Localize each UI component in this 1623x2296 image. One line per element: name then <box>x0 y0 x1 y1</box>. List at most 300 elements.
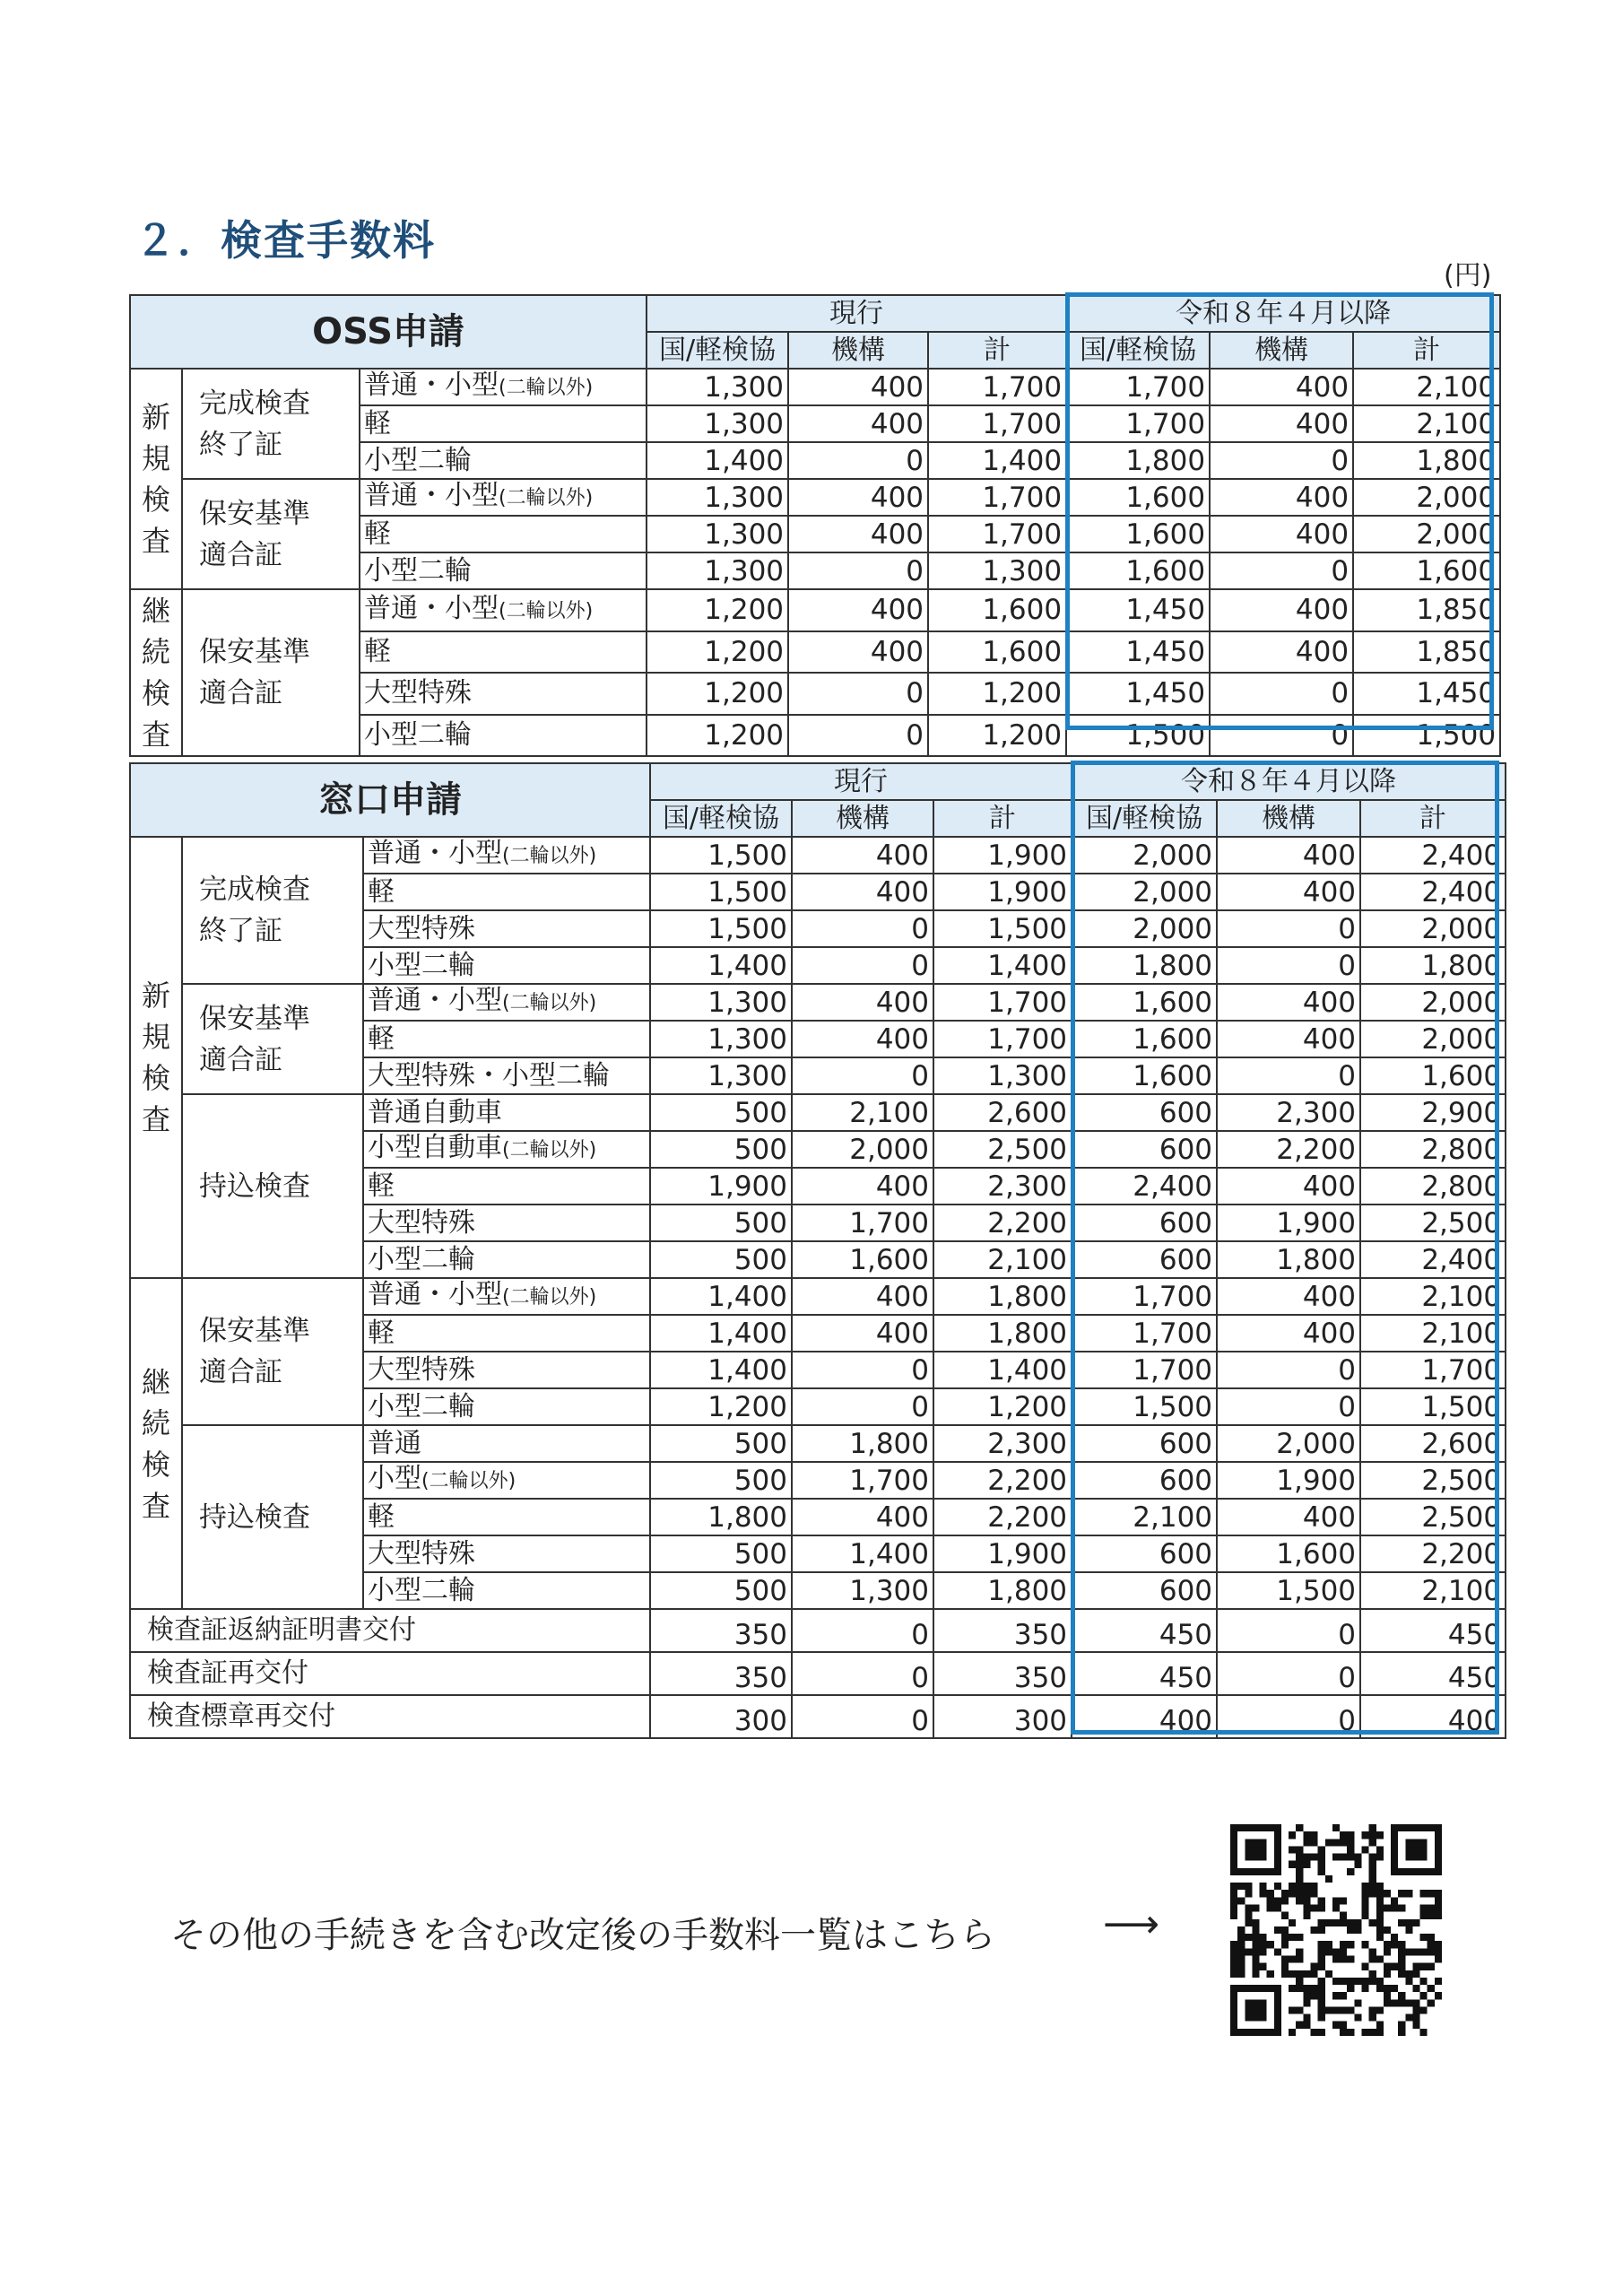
col-kei: 計 <box>928 332 1066 369</box>
item-name: 小型 <box>368 1463 421 1494</box>
fee-value: 1,900 <box>933 837 1072 874</box>
item-label <box>363 1388 650 1425</box>
item-label <box>363 874 650 910</box>
fee-value: 1,300 <box>650 984 792 1021</box>
fee-value: 600 <box>1072 1425 1217 1462</box>
fee-value: 0 <box>792 1652 933 1695</box>
item-note: (二輪以外) <box>502 1139 597 1161</box>
fee-value: 2,100 <box>1360 1278 1506 1315</box>
item-label <box>360 369 647 405</box>
group-label <box>182 984 363 1094</box>
fee-value: 1,700 <box>933 1021 1072 1057</box>
item-name: 普通・小型 <box>364 480 499 511</box>
item-label <box>363 1462 650 1499</box>
item-label <box>360 479 647 516</box>
fee-value: 400 <box>1217 1278 1360 1315</box>
fee-value: 2,400 <box>1360 874 1506 910</box>
fee-value: 2,100 <box>1353 369 1500 405</box>
fee-value: 1,600 <box>1066 516 1210 552</box>
fee-value: 1,700 <box>928 516 1066 552</box>
fee-value: 350 <box>933 1609 1072 1652</box>
fee-value: 400 <box>1217 1168 1360 1205</box>
fee-value: 1,500 <box>650 837 792 874</box>
fee-value: 1,800 <box>1353 442 1500 479</box>
table-row <box>130 837 1506 874</box>
fee-value: 0 <box>1217 1695 1360 1738</box>
item-name: 普通・小型 <box>368 985 502 1016</box>
item-name: 大型特殊 <box>368 912 475 944</box>
fee-value: 600 <box>1072 1131 1217 1168</box>
fee-value: 450 <box>1072 1652 1217 1695</box>
fee-value: 2,100 <box>1360 1572 1506 1609</box>
oss-current-header: 現行 <box>647 295 1066 332</box>
fee-value: 2,000 <box>1072 874 1217 910</box>
col-kiko: 機構 <box>788 332 928 369</box>
col-kuni: 国/軽検協 <box>1072 800 1217 837</box>
fee-value: 1,800 <box>792 1425 933 1462</box>
fee-value: 0 <box>1217 1609 1360 1652</box>
item-name: 小型二輪 <box>368 949 475 981</box>
fee-value: 0 <box>788 442 928 479</box>
fee-value: 450 <box>1072 1609 1217 1652</box>
item-label <box>360 405 647 442</box>
item-name: 大型特殊・小型二輪 <box>368 1059 610 1091</box>
category-text: 新規検査 <box>142 978 171 1136</box>
fee-value: 0 <box>792 1057 933 1094</box>
item-name: 小型二輪 <box>368 1390 475 1422</box>
oss-future-header: 令和８年４月以降 <box>1066 295 1500 332</box>
fee-value: 1,300 <box>650 1057 792 1094</box>
item-label <box>363 910 650 947</box>
fee-value: 0 <box>1210 442 1353 479</box>
group-text: 完成検査終了証 <box>199 387 310 461</box>
fee-value: 400 <box>1210 589 1353 631</box>
fee-value: 2,100 <box>792 1094 933 1131</box>
fee-value: 0 <box>1217 1388 1360 1425</box>
fee-value: 1,700 <box>933 984 1072 1021</box>
fee-value: 600 <box>1072 1094 1217 1131</box>
fee-value: 400 <box>788 589 928 631</box>
fee-value: 1,400 <box>650 1278 792 1315</box>
fee-value: 1,200 <box>647 631 788 674</box>
fee-value: 400 <box>1210 516 1353 552</box>
fee-value: 1,400 <box>650 1315 792 1352</box>
group-text: 持込検査 <box>199 1170 310 1203</box>
category-text: 新規検査 <box>142 400 171 558</box>
category-label <box>130 1278 182 1609</box>
fee-value: 1,500 <box>1360 1388 1506 1425</box>
window-table-body <box>130 837 1506 1738</box>
fee-value: 500 <box>650 1241 792 1278</box>
fee-value: 600 <box>1072 1535 1217 1572</box>
item-name: 軽 <box>368 1022 395 1055</box>
fee-value: 1,300 <box>647 405 788 442</box>
fee-value: 2,400 <box>1072 1168 1217 1205</box>
fee-value: 0 <box>1210 673 1353 715</box>
fee-value: 1,600 <box>1072 984 1217 1021</box>
fee-value: 400 <box>1217 874 1360 910</box>
fee-value: 1,300 <box>650 1021 792 1057</box>
item-note: (二輪以外) <box>502 845 597 867</box>
fee-value: 1,400 <box>650 1352 792 1388</box>
fee-value: 1,700 <box>1066 405 1210 442</box>
item-label <box>363 1425 650 1462</box>
unit-label: (円) <box>1444 260 1492 291</box>
misc-label: 検査標章再交付 <box>130 1695 650 1738</box>
fee-value: 400 <box>788 405 928 442</box>
fee-value: 1,700 <box>792 1462 933 1499</box>
fee-value: 400 <box>788 631 928 674</box>
oss-table-body <box>130 369 1500 756</box>
fee-value: 1,300 <box>928 552 1066 589</box>
group-label <box>182 589 360 756</box>
fee-value: 2,300 <box>933 1168 1072 1205</box>
fee-value: 2,000 <box>792 1131 933 1168</box>
fee-value: 2,100 <box>1353 405 1500 442</box>
fee-value: 1,500 <box>1353 715 1500 757</box>
item-label <box>363 1131 650 1168</box>
fee-value: 400 <box>792 874 933 910</box>
fee-value: 1,200 <box>650 1388 792 1425</box>
fee-value: 1,450 <box>1066 631 1210 674</box>
fee-value: 1,600 <box>1072 1021 1217 1057</box>
fee-value: 350 <box>650 1652 792 1695</box>
fee-value: 400 <box>792 984 933 1021</box>
fee-value: 0 <box>788 715 928 757</box>
fee-value: 1,500 <box>1217 1572 1360 1609</box>
table-row <box>130 369 1500 405</box>
fee-value: 1,900 <box>933 1535 1072 1572</box>
fee-value: 1,500 <box>650 910 792 947</box>
oss-title: OSS申請 <box>130 295 647 369</box>
item-label <box>363 1572 650 1609</box>
col-kiko: 機構 <box>1217 800 1360 837</box>
fee-value: 1,600 <box>1360 1057 1506 1094</box>
fee-value: 1,800 <box>1360 947 1506 984</box>
fee-value: 1,700 <box>1360 1352 1506 1388</box>
item-name: 大型特殊 <box>368 1537 475 1570</box>
item-label <box>363 1241 650 1278</box>
fee-value: 0 <box>792 1388 933 1425</box>
group-label <box>182 369 360 479</box>
group-label <box>182 1278 363 1425</box>
fee-value: 1,800 <box>1072 947 1217 984</box>
item-note: (二輪以外) <box>502 992 597 1014</box>
fee-value: 2,300 <box>1217 1094 1360 1131</box>
window-current-header: 現行 <box>650 763 1072 800</box>
fee-value: 400 <box>1210 631 1353 674</box>
fee-value: 600 <box>1072 1462 1217 1499</box>
item-name: 軽 <box>368 875 395 908</box>
fee-value: 2,600 <box>1360 1425 1506 1462</box>
col-kiko: 機構 <box>1210 332 1353 369</box>
fee-value: 1,400 <box>928 442 1066 479</box>
item-label <box>360 516 647 552</box>
item-name: 普通自動車 <box>368 1096 502 1128</box>
fee-value: 400 <box>788 516 928 552</box>
item-name: 大型特殊 <box>364 677 472 709</box>
item-name: 普通・小型 <box>364 592 499 624</box>
fee-value: 400 <box>788 479 928 516</box>
fee-value: 500 <box>650 1131 792 1168</box>
fee-value: 0 <box>1210 715 1353 757</box>
fee-value: 1,600 <box>1072 1057 1217 1094</box>
fee-value: 2,900 <box>1360 1094 1506 1131</box>
fee-value: 2,500 <box>1360 1205 1506 1241</box>
fee-value: 500 <box>650 1094 792 1131</box>
fee-value: 1,400 <box>647 442 788 479</box>
fee-value: 400 <box>792 1499 933 1535</box>
fee-value: 2,300 <box>933 1425 1072 1462</box>
fee-value: 1,900 <box>1217 1205 1360 1241</box>
item-label <box>363 1535 650 1572</box>
col-kuni: 国/軽検協 <box>650 800 792 837</box>
fee-value: 2,200 <box>1360 1535 1506 1572</box>
fee-value: 1,200 <box>647 715 788 757</box>
col-kuni: 国/軽検協 <box>647 332 788 369</box>
item-label <box>363 947 650 984</box>
fee-value: 2,100 <box>933 1241 1072 1278</box>
fee-value: 1,600 <box>1217 1535 1360 1572</box>
fee-value: 1,600 <box>928 589 1066 631</box>
fee-value: 2,100 <box>1360 1315 1506 1352</box>
fee-value: 500 <box>650 1425 792 1462</box>
fee-value: 600 <box>1072 1241 1217 1278</box>
item-note: (二輪以外) <box>499 377 594 399</box>
fee-value: 1,700 <box>928 479 1066 516</box>
fee-value: 0 <box>792 1352 933 1388</box>
fee-value: 600 <box>1072 1572 1217 1609</box>
item-label <box>363 1021 650 1057</box>
item-name: 軽 <box>368 1317 395 1349</box>
fee-value: 1,400 <box>650 947 792 984</box>
fee-value: 2,400 <box>1360 837 1506 874</box>
fee-value: 1,800 <box>933 1572 1072 1609</box>
window-fee-table <box>129 762 1506 1739</box>
arrow-icon: ⟶ <box>1103 1901 1160 1947</box>
fee-value: 400 <box>788 369 928 405</box>
fee-value: 1,800 <box>933 1315 1072 1352</box>
item-name: 普通・小型 <box>368 1279 502 1310</box>
item-name: 大型特殊 <box>368 1353 475 1386</box>
fee-value: 2,800 <box>1360 1168 1506 1205</box>
fee-value: 1,800 <box>650 1499 792 1535</box>
fee-value: 400 <box>1210 369 1353 405</box>
item-name: 普通・小型 <box>364 370 499 401</box>
fee-value: 0 <box>1210 552 1353 589</box>
item-note: (二輪以外) <box>421 1470 516 1492</box>
item-label <box>363 837 650 874</box>
table-row <box>130 1609 1506 1652</box>
fee-value: 0 <box>1217 1057 1360 1094</box>
fee-value: 1,200 <box>647 673 788 715</box>
fee-value: 500 <box>650 1205 792 1241</box>
item-note: (二輪以外) <box>499 487 594 509</box>
item-label <box>360 442 647 479</box>
item-name: 軽 <box>368 1170 395 1202</box>
fee-value: 2,600 <box>933 1094 1072 1131</box>
item-label <box>360 552 647 589</box>
item-name: 小型二輪 <box>368 1243 475 1275</box>
fee-value: 400 <box>1210 479 1353 516</box>
fee-value: 2,500 <box>933 1131 1072 1168</box>
fee-value: 2,100 <box>1072 1499 1217 1535</box>
fee-value: 1,500 <box>650 874 792 910</box>
fee-value: 300 <box>650 1695 792 1738</box>
category-text: 継続検査 <box>142 1364 171 1523</box>
fee-value: 1,800 <box>1066 442 1210 479</box>
fee-value: 0 <box>1217 1652 1360 1695</box>
item-name: 軽 <box>364 517 391 550</box>
fee-value: 1,500 <box>1066 715 1210 757</box>
misc-label: 検査証返納証明書交付 <box>130 1609 650 1652</box>
col-kei: 計 <box>933 800 1072 837</box>
item-label <box>363 1499 650 1535</box>
fee-value: 2,200 <box>1217 1131 1360 1168</box>
group-text: 保安基準適合証 <box>199 497 310 571</box>
fee-value: 400 <box>792 837 933 874</box>
group-label <box>182 479 360 589</box>
fee-value: 0 <box>792 1695 933 1738</box>
fee-value: 1,700 <box>792 1205 933 1241</box>
fee-value: 1,600 <box>1353 552 1500 589</box>
window-future-header: 令和８年４月以降 <box>1072 763 1506 800</box>
category-label <box>130 837 182 1278</box>
item-label <box>360 631 647 674</box>
fee-value: 2,200 <box>933 1499 1072 1535</box>
group-text: 保安基準適合証 <box>199 1002 310 1076</box>
fee-value: 1,900 <box>650 1168 792 1205</box>
fee-value: 1,700 <box>928 369 1066 405</box>
item-name: 軽 <box>368 1500 395 1533</box>
fee-value: 1,700 <box>928 405 1066 442</box>
item-note: (二輪以外) <box>502 1286 597 1309</box>
fee-value: 1,900 <box>1217 1462 1360 1499</box>
item-label <box>363 1094 650 1131</box>
table-row <box>130 479 1500 516</box>
fee-value: 2,200 <box>933 1205 1072 1241</box>
item-label <box>363 1352 650 1388</box>
fee-value: 1,400 <box>933 947 1072 984</box>
fee-value: 2,000 <box>1353 516 1500 552</box>
fee-value: 2,500 <box>1360 1462 1506 1499</box>
oss-fee-table <box>129 294 1501 757</box>
fee-value: 500 <box>650 1572 792 1609</box>
group-text: 完成検査終了証 <box>199 874 310 947</box>
fee-value: 350 <box>933 1652 1072 1695</box>
fee-value: 2,000 <box>1360 910 1506 947</box>
fee-value: 1,300 <box>647 479 788 516</box>
group-text: 保安基準適合証 <box>199 1315 310 1388</box>
fee-value: 400 <box>1217 1499 1360 1535</box>
item-label <box>363 1057 650 1094</box>
table-row <box>130 589 1500 631</box>
fee-value: 1,200 <box>928 673 1066 715</box>
col-kuni: 国/軽検協 <box>1066 332 1210 369</box>
fee-value: 1,700 <box>1072 1278 1217 1315</box>
fee-value: 0 <box>788 673 928 715</box>
fee-value: 400 <box>792 1021 933 1057</box>
table-row <box>130 1425 1506 1462</box>
item-label <box>360 673 647 715</box>
fee-value: 1,450 <box>1066 589 1210 631</box>
section-title: ２．検査手数料 <box>135 216 436 265</box>
fee-value: 1,200 <box>928 715 1066 757</box>
fee-value: 450 <box>1360 1652 1506 1695</box>
item-name: 小型自動車 <box>368 1132 502 1163</box>
group-text: 保安基準適合証 <box>199 636 310 709</box>
fee-value: 1,300 <box>933 1057 1072 1094</box>
fee-value: 1,600 <box>928 631 1066 674</box>
item-label <box>363 1315 650 1352</box>
fee-value: 1,900 <box>933 874 1072 910</box>
fee-value: 1,800 <box>933 1278 1072 1315</box>
category-label <box>130 589 182 756</box>
fee-value: 1,700 <box>1072 1315 1217 1352</box>
fee-value: 600 <box>1072 1205 1217 1241</box>
item-name: 普通・小型 <box>368 838 502 869</box>
item-label <box>360 715 647 757</box>
table-row <box>130 1094 1506 1131</box>
category-text: 継続検査 <box>142 594 171 752</box>
fee-value: 500 <box>650 1535 792 1572</box>
fee-value: 2,200 <box>933 1462 1072 1499</box>
item-name: 小型二輪 <box>364 444 472 476</box>
fee-value: 1,400 <box>792 1535 933 1572</box>
fee-value: 0 <box>788 552 928 589</box>
item-name: 普通 <box>368 1427 421 1459</box>
item-name: 小型二輪 <box>368 1574 475 1606</box>
fee-value: 1,300 <box>792 1572 933 1609</box>
fee-value: 400 <box>792 1315 933 1352</box>
fee-value: 0 <box>792 910 933 947</box>
fee-value: 0 <box>792 1609 933 1652</box>
fee-value: 1,850 <box>1353 631 1500 674</box>
fee-value: 400 <box>1217 1315 1360 1352</box>
fee-value: 2,000 <box>1353 479 1500 516</box>
fee-value: 1,200 <box>647 589 788 631</box>
footer-text: その他の手続きを含む改定後の手数料一覧はこちら <box>170 1915 995 1956</box>
fee-value: 400 <box>1217 837 1360 874</box>
window-title: 窓口申請 <box>130 763 650 837</box>
fee-value: 2,400 <box>1360 1241 1506 1278</box>
item-name: 小型二輪 <box>364 718 472 751</box>
fee-value: 1,600 <box>1066 479 1210 516</box>
fee-value: 2,800 <box>1360 1131 1506 1168</box>
qr-code-icon[interactable] <box>1228 1824 1444 2036</box>
fee-value: 400 <box>792 1278 933 1315</box>
item-name: 大型特殊 <box>368 1206 475 1239</box>
fee-value: 1,700 <box>1072 1352 1217 1388</box>
fee-value: 1,450 <box>1066 673 1210 715</box>
fee-value: 0 <box>1217 910 1360 947</box>
misc-label: 検査証再交付 <box>130 1652 650 1695</box>
fee-value: 350 <box>650 1609 792 1652</box>
table-row <box>130 1278 1506 1315</box>
fee-value: 1,600 <box>792 1241 933 1278</box>
group-text: 持込検査 <box>199 1500 310 1534</box>
fee-value: 1,300 <box>647 516 788 552</box>
fee-value: 400 <box>1217 1021 1360 1057</box>
item-label <box>363 1168 650 1205</box>
item-label <box>360 589 647 631</box>
fee-value: 500 <box>650 1462 792 1499</box>
col-kei: 計 <box>1353 332 1500 369</box>
fee-value: 2,500 <box>1360 1499 1506 1535</box>
fee-value: 1,300 <box>647 552 788 589</box>
table-row <box>130 1695 1506 1738</box>
fee-value: 1,800 <box>1217 1241 1360 1278</box>
